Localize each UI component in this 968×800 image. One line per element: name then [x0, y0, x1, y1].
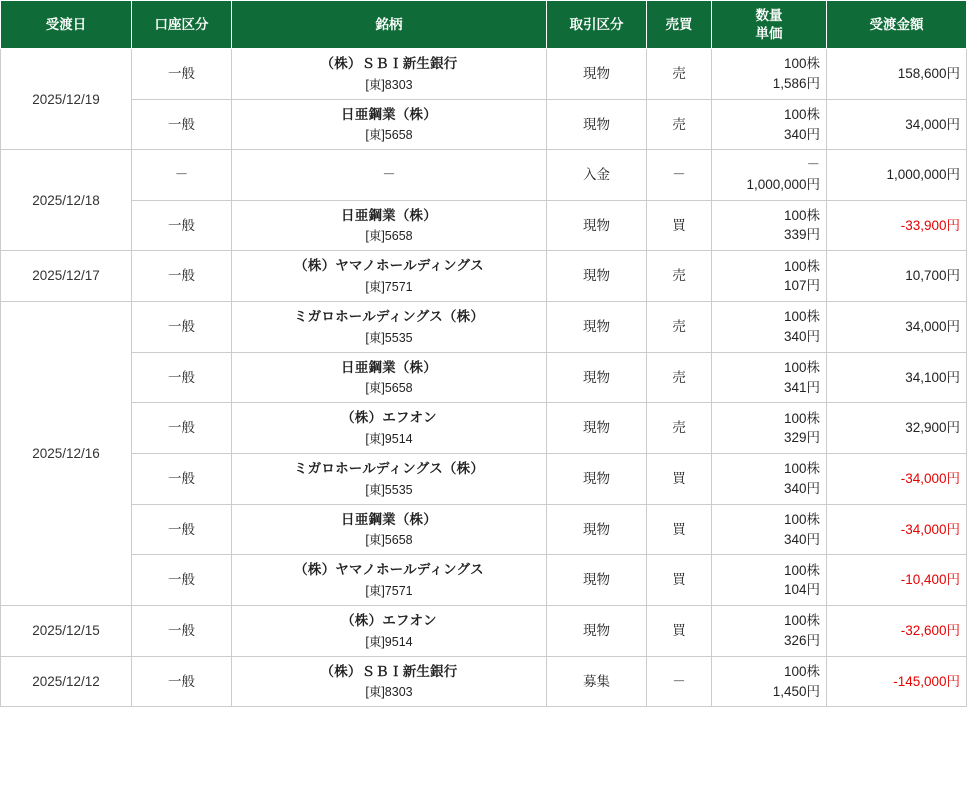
settlement-amount-cell: 34,100円 [827, 352, 967, 403]
column-header-issue: 銘柄 [232, 1, 547, 49]
trade-type-cell: 募集 [547, 656, 647, 707]
settlement-date-cell: 2025/12/18 [1, 150, 132, 251]
issue-name: ミガロホールディングス（株） [293, 461, 485, 477]
issue-cell [232, 301, 547, 352]
buy-sell-cell: 売 [647, 99, 712, 150]
price-value: 341円 [783, 379, 820, 395]
issue-cell [232, 606, 547, 657]
issue-cell [232, 454, 547, 505]
price-value: 340円 [783, 126, 820, 142]
trade-type-cell: 現物 [547, 200, 647, 251]
quantity-value: － [806, 157, 820, 173]
account-type-cell: 一般 [132, 49, 232, 100]
trade-type-cell: 現物 [547, 555, 647, 606]
issue-name: 日亜鋼業（株） [341, 359, 437, 375]
table-row [1, 49, 967, 100]
settlement-amount-cell: -34,000円 [827, 504, 967, 555]
price-value: 1,586円 [772, 75, 820, 91]
issue-code: [東]5658 [365, 229, 413, 244]
price-value: 340円 [783, 328, 820, 344]
account-type-cell: 一般 [132, 301, 232, 352]
column-header-quantity-label: 数量 [755, 8, 783, 23]
settlement-date-cell: 2025/12/12 [1, 656, 132, 707]
quantity-price-cell [712, 656, 827, 707]
settlement-amount-cell: -32,600円 [827, 606, 967, 657]
account-type-cell: 一般 [132, 200, 232, 251]
header-row [1, 1, 967, 49]
column-header-buy-sell: 売買 [647, 1, 712, 49]
buy-sell-cell: 買 [647, 606, 712, 657]
table-row [1, 200, 967, 251]
quantity-price-cell [712, 352, 827, 403]
issue-code: [東]8303 [365, 77, 413, 92]
issue-cell [232, 504, 547, 555]
price-value: 329円 [783, 430, 820, 446]
quantity-value: 100株 [783, 359, 820, 375]
buy-sell-cell: 売 [647, 49, 712, 100]
table-body [1, 49, 967, 707]
column-header-price-label: 単価 [755, 25, 783, 41]
trade-type-cell: 現物 [547, 49, 647, 100]
issue-code: [東]7571 [365, 583, 413, 598]
quantity-value: 100株 [783, 613, 820, 629]
issue-cell [232, 99, 547, 150]
price-value: 339円 [783, 227, 820, 243]
account-type-cell: 一般 [132, 99, 232, 150]
issue-name: （株）エフオン [341, 613, 437, 629]
trade-type-cell: 現物 [547, 251, 647, 302]
account-type-cell: － [132, 150, 232, 200]
quantity-price-cell [712, 200, 827, 251]
settlement-amount-cell: -33,900円 [827, 200, 967, 251]
table-row [1, 301, 967, 352]
settlement-amount-cell: 34,000円 [827, 99, 967, 150]
buy-sell-cell: 買 [647, 454, 712, 505]
issue-name: 日亜鋼業（株） [341, 207, 437, 223]
trade-type-cell: 入金 [547, 150, 647, 200]
settlement-amount-cell: 34,000円 [827, 301, 967, 352]
price-value: 104円 [783, 582, 820, 598]
settlement-amount-cell: -10,400円 [827, 555, 967, 606]
issue-name: （株）ヤマノホールディングス [294, 562, 484, 578]
buy-sell-cell: 売 [647, 352, 712, 403]
quantity-value: 100株 [783, 309, 820, 325]
issue-name: （株）ＳＢＩ新生銀行 [320, 56, 458, 72]
account-type-cell: 一般 [132, 251, 232, 302]
issue-cell [232, 49, 547, 100]
account-type-cell: 一般 [132, 454, 232, 505]
issue-name: 日亜鋼業（株） [341, 106, 437, 122]
price-value: 1,000,000円 [746, 177, 820, 193]
settlement-amount-cell: 10,700円 [827, 251, 967, 302]
quantity-value: 100株 [783, 461, 820, 477]
quantity-value: 100株 [783, 512, 820, 527]
table-row [1, 403, 967, 454]
settlement-date-cell: 2025/12/17 [1, 251, 132, 302]
issue-code: [東]7571 [365, 279, 413, 294]
issue-code: [東]5658 [365, 381, 413, 396]
trade-type-cell: 現物 [547, 606, 647, 657]
quantity-price-cell [712, 504, 827, 555]
column-header-trade-type: 取引区分 [547, 1, 647, 49]
issue-code: [東]5535 [365, 330, 413, 345]
price-value: 1,450円 [772, 683, 820, 699]
account-type-cell: 一般 [132, 555, 232, 606]
quantity-value: 100株 [783, 207, 820, 223]
column-header-settlement-date: 受渡日 [1, 1, 132, 49]
table-row [1, 504, 967, 555]
buy-sell-cell: 買 [647, 555, 712, 606]
account-type-cell: 一般 [132, 656, 232, 707]
settlement-amount-cell: -34,000円 [827, 454, 967, 505]
quantity-price-cell [712, 555, 827, 606]
price-value: 340円 [783, 480, 820, 496]
buy-sell-cell: － [647, 656, 712, 707]
account-type-cell: 一般 [132, 606, 232, 657]
table-row [1, 606, 967, 657]
issue-name: ミガロホールディングス（株） [293, 308, 485, 324]
price-value: 107円 [783, 278, 820, 294]
issue-cell [232, 200, 547, 251]
trade-type-cell: 現物 [547, 504, 647, 555]
settlement-date-cell: 2025/12/15 [1, 606, 132, 657]
quantity-value: 100株 [783, 562, 820, 578]
account-type-cell: 一般 [132, 352, 232, 403]
issue-code: [東]5535 [365, 482, 413, 497]
buy-sell-cell: 買 [647, 504, 712, 555]
issue-code: [東]8303 [365, 685, 413, 700]
issue-code: [東]9514 [365, 634, 413, 649]
table-row [1, 352, 967, 403]
table-row [1, 99, 967, 150]
price-value: 326円 [783, 632, 820, 648]
issue-cell [232, 656, 547, 707]
quantity-price-cell [712, 403, 827, 454]
buy-sell-cell: 売 [647, 251, 712, 302]
settlement-amount-cell: 158,600円 [827, 49, 967, 100]
issue-cell [232, 555, 547, 606]
quantity-price-cell [712, 301, 827, 352]
table-row [1, 251, 967, 302]
issue-cell [232, 403, 547, 454]
quantity-price-cell [712, 150, 827, 200]
table-row [1, 454, 967, 505]
quantity-value: 100株 [783, 107, 820, 123]
settlement-amount-cell: -145,000円 [827, 656, 967, 707]
quantity-price-cell [712, 606, 827, 657]
quantity-price-cell [712, 454, 827, 505]
issue-code: [東]5658 [365, 533, 413, 548]
issue-name: （株）エフオン [341, 410, 437, 426]
column-header-account-type: 口座区分 [132, 1, 232, 49]
table-header [1, 1, 967, 49]
issue-cell: － [232, 150, 547, 200]
trade-type-cell: 現物 [547, 403, 647, 454]
column-header-quantity-price [712, 1, 827, 49]
issue-cell [232, 352, 547, 403]
issue-name: （株）ＳＢＩ新生銀行 [320, 663, 458, 679]
buy-sell-cell: 売 [647, 403, 712, 454]
buy-sell-cell: － [647, 150, 712, 200]
issue-cell [232, 251, 547, 302]
price-value: 340円 [783, 531, 820, 547]
account-type-cell: 一般 [132, 403, 232, 454]
trade-type-cell: 現物 [547, 454, 647, 505]
table-row [1, 656, 967, 707]
quantity-price-cell [712, 49, 827, 100]
quantity-price-cell [712, 99, 827, 150]
settlement-date-cell: 2025/12/19 [1, 49, 132, 150]
buy-sell-cell: 買 [647, 200, 712, 251]
quantity-value: 100株 [783, 664, 820, 680]
trade-type-cell: 現物 [547, 352, 647, 403]
buy-sell-cell: 売 [647, 301, 712, 352]
quantity-price-cell [712, 251, 827, 302]
table-row [1, 555, 967, 606]
trade-type-cell: 現物 [547, 301, 647, 352]
column-header-settlement-amount: 受渡金額 [827, 1, 967, 49]
issue-code: [東]5658 [365, 128, 413, 143]
settlement-date-cell: 2025/12/16 [1, 301, 132, 605]
quantity-value: 100株 [783, 410, 820, 426]
quantity-value: 100株 [783, 258, 820, 274]
trade-type-cell: 現物 [547, 99, 647, 150]
issue-code: [東]9514 [365, 431, 413, 446]
settlement-amount-cell: 1,000,000円 [827, 150, 967, 200]
table-row [1, 150, 967, 200]
quantity-value: 100株 [783, 56, 820, 72]
issue-name: 日亜鋼業（株） [341, 511, 437, 527]
account-type-cell: 一般 [132, 504, 232, 555]
settlement-amount-cell: 32,900円 [827, 403, 967, 454]
issue-name: （株）ヤマノホールディングス [294, 258, 484, 274]
